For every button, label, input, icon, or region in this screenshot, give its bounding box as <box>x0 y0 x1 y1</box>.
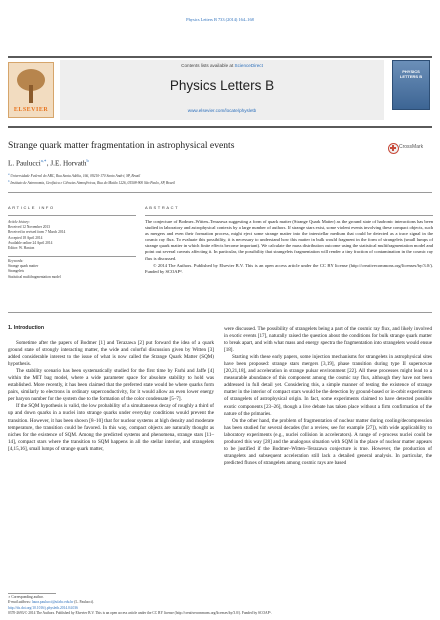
journal-citation: Physics Letters B 733 (2014) 164–168 <box>186 17 254 22</box>
history-label: Article history: <box>8 220 30 224</box>
footer-license: 0370-2693/© 2014 The Authors. Published by Elsevier B.V. This is an open access article under the CC BY license (http://creativecommons.org/licenses/by/3.0/). Funded by SCOAP³. <box>8 611 272 616</box>
footnote-rule <box>8 593 56 594</box>
section-heading-introduction: 1. Introduction <box>8 325 45 331</box>
abstract-text: The conjecture of Bodmer–Witten–Terazawa suggesting a form of quark matter (Strange Quark Matter) as the ground state of hadronic interactions has been studied in laboratory and astrophysical contexts by a large number of authors. If strange stars exist, some violent events involving these compact objects, such as mergers and even their formation process, might eject some strange matter into the interstellar medium that could be detected as a trace signal in the cosmic ray flux. To evaluate this possibility, it is necessary to understand how this matter in bulk would fragment in the form of strangelets (small lumps of strange quark matter in which finite effects become important). We calculate the mass distribution outcome using the statistical multifragmentation model and point out several caveats affecting it. In particular, the possibility that strangelets fragmentation will render a tiny fraction of contamination in the cosmic ray flux is discussed. <box>145 219 433 261</box>
homepage-link[interactable]: www.elsevier.com/locate/physletb <box>187 108 257 113</box>
doi-link[interactable]: http://dx.doi.org/10.1016/j.physletb.2014.04.036 <box>8 606 78 610</box>
tree-trunk-icon <box>29 85 33 103</box>
paragraph: Sometime after the papers of Bodmer [1] and Terazawa [2] put forward the idea of a quark ground state of strongly interacting matter, the wide and colorful discussion given by Witten [3] added considerable interest to the issue of what is now called the Strange Quark Matter (SQM) hypothesis. <box>8 340 214 368</box>
paragraph: were discussed. The possibility of strangelets being a part of the cosmic ray flux, and likely involved in exotic events [17], naturally raised the question about the conditions for bulk strange quark matter to break apart, and with what mass and energy spectra the fragmentation into strangelets would ensue [18]. <box>224 326 432 354</box>
affiliation-mark: b <box>8 179 10 184</box>
history-item: Editor: W. Haxton <box>8 246 35 251</box>
paragraph: On the other hand, the problem of fragmentation of nuclear matter during cooling/decompression has been studied for several decades (for a review, see for example [27]), with wide applicability to laboratory experiments (e.g., nuclei collision in accelerators). A range of ε-process nuclei could be produced this way [28] and the analogous situation with SQM in the place of nuclear matter appears to be justified if the Bodmer–Witten–Terazawa conjecture is true. However, the production of strangelets and subsequent acceleration still lack a detailed general analysis. In particular, the predicted fluxes of strangelets among cosmic rays are based <box>224 417 432 466</box>
paragraph: The stability scenario has been systematically studied for the first time by Farhi and Jaffe [4] within the MIT bag model, where a wide parameter space for absolute stability to hold was established. More recently, it has been claimed that the preferred state would be where quarks form pairs, similarly to electrons in ordinary superconductivity, for it would allow an even lower energy per baryon number for the system due to the formation of the color condensate [5–7]. <box>8 368 214 403</box>
keyword: Strangelets <box>8 269 24 274</box>
journal-homepage-line <box>60 108 384 113</box>
contents-prefix: Contents lists available at <box>181 63 235 68</box>
publisher-wordmark: ELSEVIER <box>13 107 49 113</box>
abstract-heading: ABSTRACT <box>145 205 180 210</box>
article-info-rule <box>8 215 136 216</box>
affiliation-mark: a <box>8 172 10 176</box>
keyword: Strange quark matter <box>8 264 39 269</box>
affiliations <box>8 172 368 187</box>
author-marks[interactable]: b <box>86 158 89 163</box>
affiliation-b <box>8 179 368 186</box>
article-info-heading: ARTICLE INFO <box>8 205 55 210</box>
sciencedirect-link[interactable]: ScienceDirect <box>234 63 263 68</box>
header-bottom-rule <box>8 126 432 128</box>
email-label: E-mail address: <box>8 600 31 605</box>
intro-right-column <box>224 326 432 467</box>
journal-masthead <box>60 60 384 120</box>
email-suffix: (L. Paulucci). <box>74 600 94 605</box>
author-name: J.E. Horvath <box>50 159 87 168</box>
email-link[interactable]: laura.paulucci@ufabc.edu.br <box>31 600 74 605</box>
affiliation-text: Instituto de Astronomia, Geofísica e Ciências Atmosféricas, Rua do Matão 1226, 05508-900 São Paulo, SP, Brazil <box>10 181 175 186</box>
affiliation-text: Universidade Federal do ABC, Rua Santa Adélia, 166, 09210-170 Santo André, SP, Brazil <box>10 174 141 179</box>
crossmark-label: CrossMark <box>399 144 424 150</box>
history-item: Accepted 18 April 2014 <box>8 235 43 240</box>
author-list: L. Paulucci$^{a,∗}$, J.E. Horvath$^b$ <box>8 158 89 168</box>
paragraph: If the SQM hypothesis is valid, the low probability of a simultaneous decay of roughly a third of up and down quarks in a nuclei into strange quarks under everyday conditions would prevent the transition. However, it has been shown [8–10] that for nuclear systems at high density and moderate temperature, the transition could be favored. In this way, compact objects are naturally thought as niches for the existence of SQM. Among the predicted systems and phenomena, strange stars [11–14], compact stars where the transition to SQM happens in all the stellar interior, and strangelets [4,15,16], small lumps of strange quark matter, <box>8 403 214 452</box>
article-history <box>8 220 136 251</box>
cover-title: PHYSICS LETTERS B <box>399 69 423 79</box>
intro-left-column <box>8 340 214 453</box>
keywords-label: Keywords: <box>8 259 24 263</box>
author-marks[interactable]: a,∗ <box>40 158 47 163</box>
keywords-rule <box>8 256 136 257</box>
affiliation-rule <box>8 192 432 193</box>
history-item: Available online 24 April 2014 <box>8 240 53 245</box>
abstract-license: © 2014 The Authors. Published by Elsevier B.V. This is an open access article under the CC BY license (http://creativecommons.org/licenses/by/3.0/). Funded by SCOAP³. <box>145 262 433 274</box>
author-name: L. Paulucci <box>8 159 41 168</box>
affiliation-a <box>8 172 368 179</box>
journal-title: Physics Letters B <box>169 78 275 93</box>
header-top-rule <box>8 56 432 58</box>
article-title: Strange quark matter fragmentation in astrophysical events <box>8 140 235 151</box>
history-item: Received in revised form 7 March 2014 <box>8 230 66 235</box>
keyword: Statistical multifragmentation model <box>8 274 61 279</box>
abstract-bottom-rule <box>8 312 432 313</box>
keywords <box>8 259 136 280</box>
footnote <box>8 595 218 605</box>
paragraph: Starting with these early papers, some injection mechanisms for strangelets in astrophysical sites have been proposed: strange stars mergers [3,19], phase transition during type II supernovae [20,21,18], and acceleration in strange pulsar environment [22]. All these processes might lead to a measurable abundance of this component among the cosmic ray flux, although they have not been addressed in full detail yet. Considering this, a simple manner of testing the existence of strange matter in the interior of compact stars would be the detection by ground-based or in-orbit experiments of strangelets of astrophysical origin. In fact, some experiments claimed to have detected possible exotic components [23–26], though a live debate has taken place without a firm confirmation of the nature of the primaries. <box>224 354 432 417</box>
crossmark-badge[interactable] <box>388 143 432 153</box>
page-footer <box>8 606 432 616</box>
corresponding-author-note: ∗ Corresponding author. <box>8 595 44 599</box>
journal-cover-thumbnail <box>392 60 430 110</box>
crossmark-icon <box>388 143 399 154</box>
abstract-rule <box>145 215 433 216</box>
contents-line <box>60 63 384 68</box>
history-item: Received 12 November 2013 <box>8 225 51 230</box>
abstract-body <box>145 219 433 275</box>
email-line <box>8 600 218 605</box>
elsevier-logo <box>8 62 54 118</box>
